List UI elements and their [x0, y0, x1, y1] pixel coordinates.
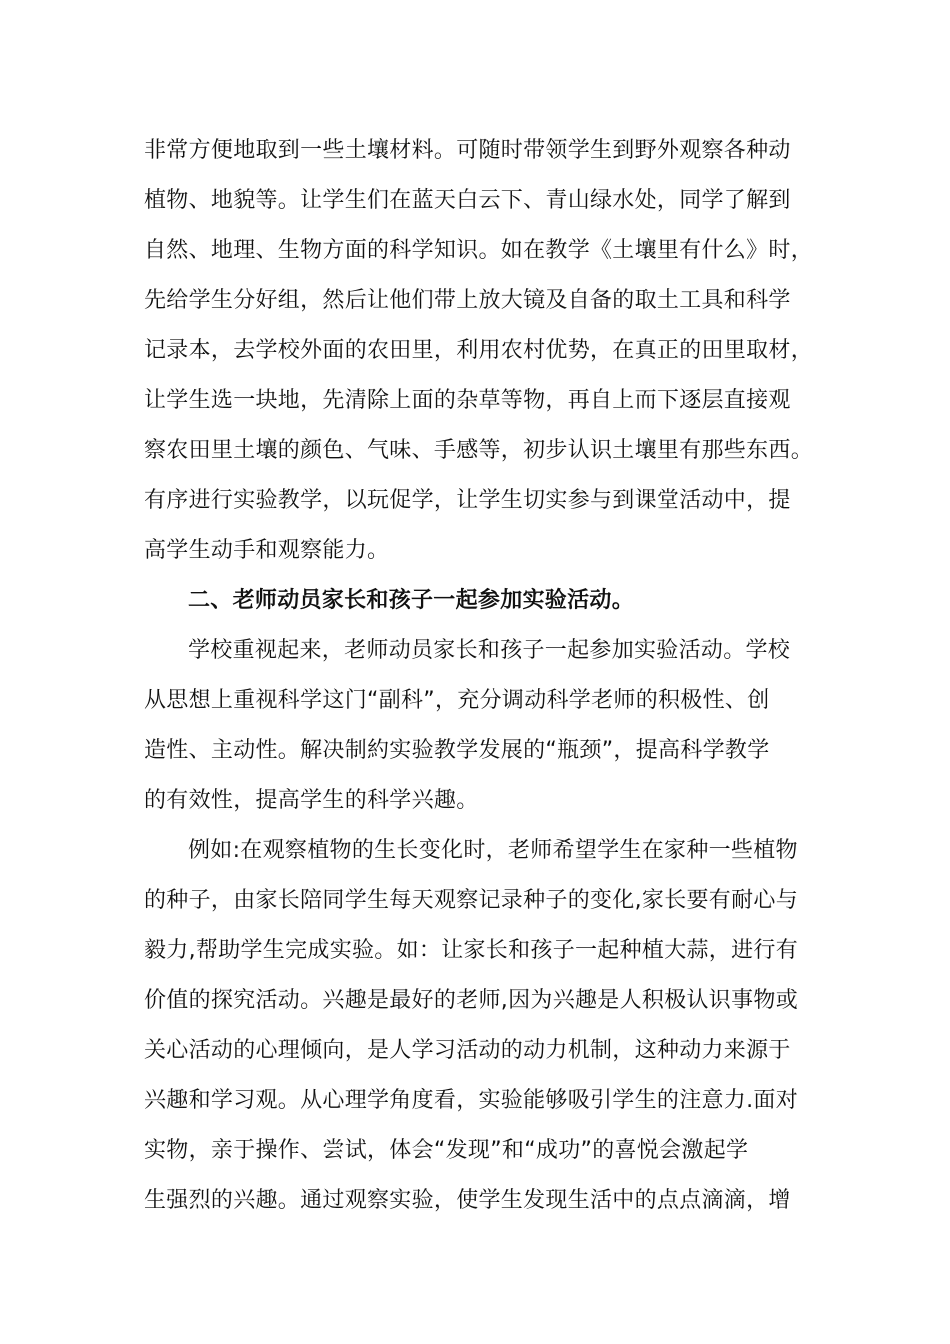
- paragraph-line: 有序进行实验教学，以玩促学，让学生切实参与到课堂活动中，提: [144, 488, 791, 513]
- section-heading: 二、老师动员家长和孩子一起参加实验活动。: [188, 588, 635, 613]
- paragraph-line: 关心活动的心理倾向，是人学习活动的动力机制，这种动力来源于: [144, 1038, 791, 1063]
- paragraph-line: 造性、主动性。解决制約实验教学发展的“瓶颈”，提高科学教学: [144, 738, 770, 763]
- paragraph-line: 察农田里土壤的颜色、气味、手感等，初步认识土壤里有那些东西。: [144, 438, 814, 463]
- paragraph-line: 实物，亲于操作、尝试，体会“发现”和“成功”的喜悦会激起学: [144, 1138, 749, 1163]
- paragraph-line: 的有效性，提高学生的科学兴趣。: [144, 788, 479, 813]
- paragraph-line: 例如:在观察植物的生长变化时，老师希望学生在家种一些植物: [188, 838, 798, 863]
- paragraph-line: 让学生选一块地，先清除上面的杂草等物，再自上而下逐层直接观: [144, 388, 791, 413]
- paragraph-line: 记录本，去学校外面的农田里，利用农村优势，在真正的田里取材，: [144, 338, 814, 363]
- paragraph-line: 先给学生分好组，然后让他们带上放大镜及自备的取土工具和科学: [144, 288, 791, 313]
- paragraph-line: 高学生动手和观察能力。: [144, 538, 390, 563]
- paragraph-line: 生强烈的兴趣。通过观察实验，使学生发现生活中的点点滴滴，增: [144, 1188, 791, 1213]
- paragraph-line: 的种子，由家长陪同学生每天观察记录种子的变化,家长要有耐心与: [144, 888, 798, 913]
- paragraph-line: 价值的探究活动。兴趣是最好的老师,因为兴趣是人积极认识事物或: [144, 988, 798, 1013]
- paragraph-line: 从思想上重视科学这门“副科”，充分调动科学老师的积极性、创: [144, 688, 770, 713]
- paragraph-line: 学校重视起来，老师动员家长和孩子一起参加实验活动。学校: [188, 638, 791, 663]
- paragraph-line: 兴趣和学习观。从心理学角度看，实验能够吸引学生的注意力.面对: [144, 1088, 798, 1113]
- paragraph-line: 自然、地理、生物方面的科学知识。如在教学《土壤里有什么》时，: [144, 238, 814, 263]
- paragraph-line: 非常方便地取到一些土壤材料。可随时带领学生到野外观察各种动: [144, 138, 791, 163]
- paragraph-line: 植物、地貌等。让学生们在蓝天白云下、青山绿水处，同学了解到: [144, 188, 791, 213]
- paragraph-line: 毅力,帮助学生完成实验。如：让家长和孩子一起种植大蒜，进行有: [144, 938, 798, 963]
